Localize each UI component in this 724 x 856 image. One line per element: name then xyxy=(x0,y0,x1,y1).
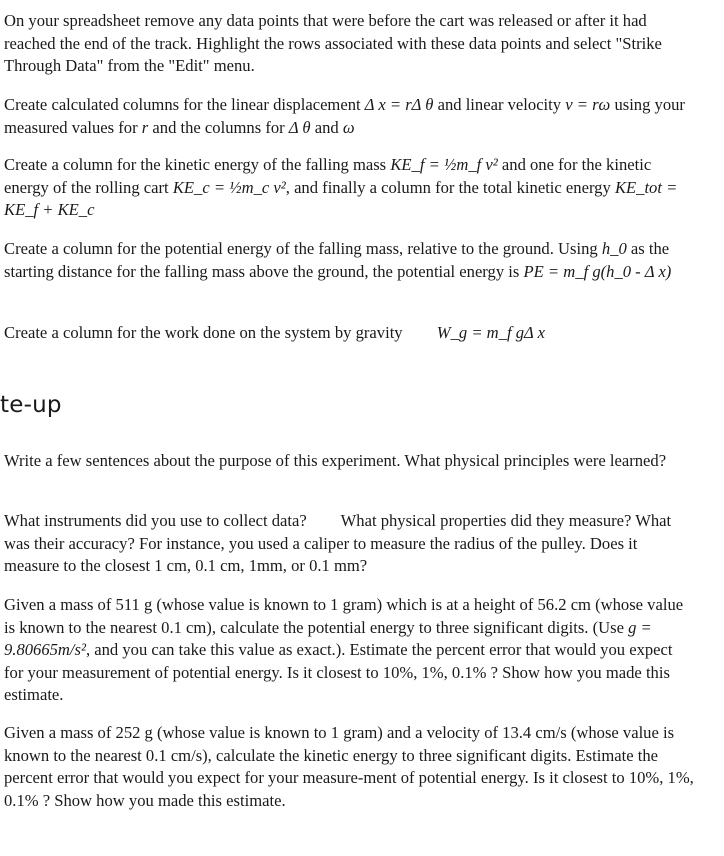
displacement-formula: Δ x = rΔ θ xyxy=(364,95,434,114)
kinetic-energy-problem: Given a mass of 252 g (whose value is known to 1 gram) and a velocity of 13.4 cm/s (whose value is known to the nearest 0.1 cm/s), calculate the kinetic energy to three significant digits. Estimate the percent error that would you expect for your measure-ment of potential energy. Is it closest to 10%, 1%, 0.1% ? Show how you made this estimate. xyxy=(4,723,694,810)
ke-total-formula: KE_tot = KE_f + KE_c xyxy=(4,177,678,219)
gravity-value: g = 9.80665m/s² xyxy=(4,617,652,659)
purpose-question: Write a few sentences about the purpose of this experiment. What physical principles were learned? xyxy=(4,451,667,470)
ke-falling-formula: KE_f = ½m_f v² xyxy=(390,155,498,174)
work-paragraph: Create a column for the work done on the system by gravity W_g = m_f gΔ x xyxy=(4,323,545,342)
work-formula: W_g = m_f gΔ x xyxy=(436,323,545,342)
section-heading: te-up xyxy=(0,392,62,418)
velocity-formula: v = rω xyxy=(565,95,611,114)
ke-rolling-formula: KE_c = ½m_c v² xyxy=(172,177,286,197)
pe-formula: PE = m_f g(h_0 - Δ x) xyxy=(523,261,672,281)
potential-energy-problem: Given a mass of 511 g (whose value is known to 1 gram) which is at a height of 56.2 cm (whose value is known to the nearest 0.1 cm), calculate the potential energy to three significant digits. (Use g = 9.80665m/s², and you can take this value as exact.). Estimate the percent error that would you expect for your measurement of potential energy. Is it closest to 10%, 1%, 0.1% ? Show how you made this estimate. xyxy=(4,595,684,704)
kinetic-energy-paragraph: Create a column for the kinetic energy of the falling mass KE_f = ½m_f v² and one for the kinetic energy of the rolling cart KE_c = ½m_c v², and finally a column for the total kinetic energy KE_tot = KE_f + KE_c xyxy=(4,155,678,219)
potential-energy-paragraph: Create a column for the potential energy of the falling mass, relative to the ground. Using h_0 as the starting distance for the falling mass above the ground, the potential energy is PE = m_f g(h_0 - Δ x) xyxy=(4,239,672,281)
instruments-question: What instruments did you use to collect data? What physical properties did they measure? What was their accuracy? For instance, you used a caliper to measure the radius of the pulley. Does it measure to the closest 1 cm, 0.1 cm, 1mm, or 0.1 mm? xyxy=(4,511,672,575)
calculated-columns-paragraph: Create calculated columns for the linear displacement Δ x = rΔ θ and linear velocity v = rω using your measured values for r and the columns for Δ θ and ω xyxy=(4,95,685,137)
strike-instructions: On your spreadsheet remove any data points that were before the cart was released or after it had reached the end of the track. Highlight the rows associated with these data points and select "Strike Through Data" from the "Edit" menu. xyxy=(4,11,662,75)
